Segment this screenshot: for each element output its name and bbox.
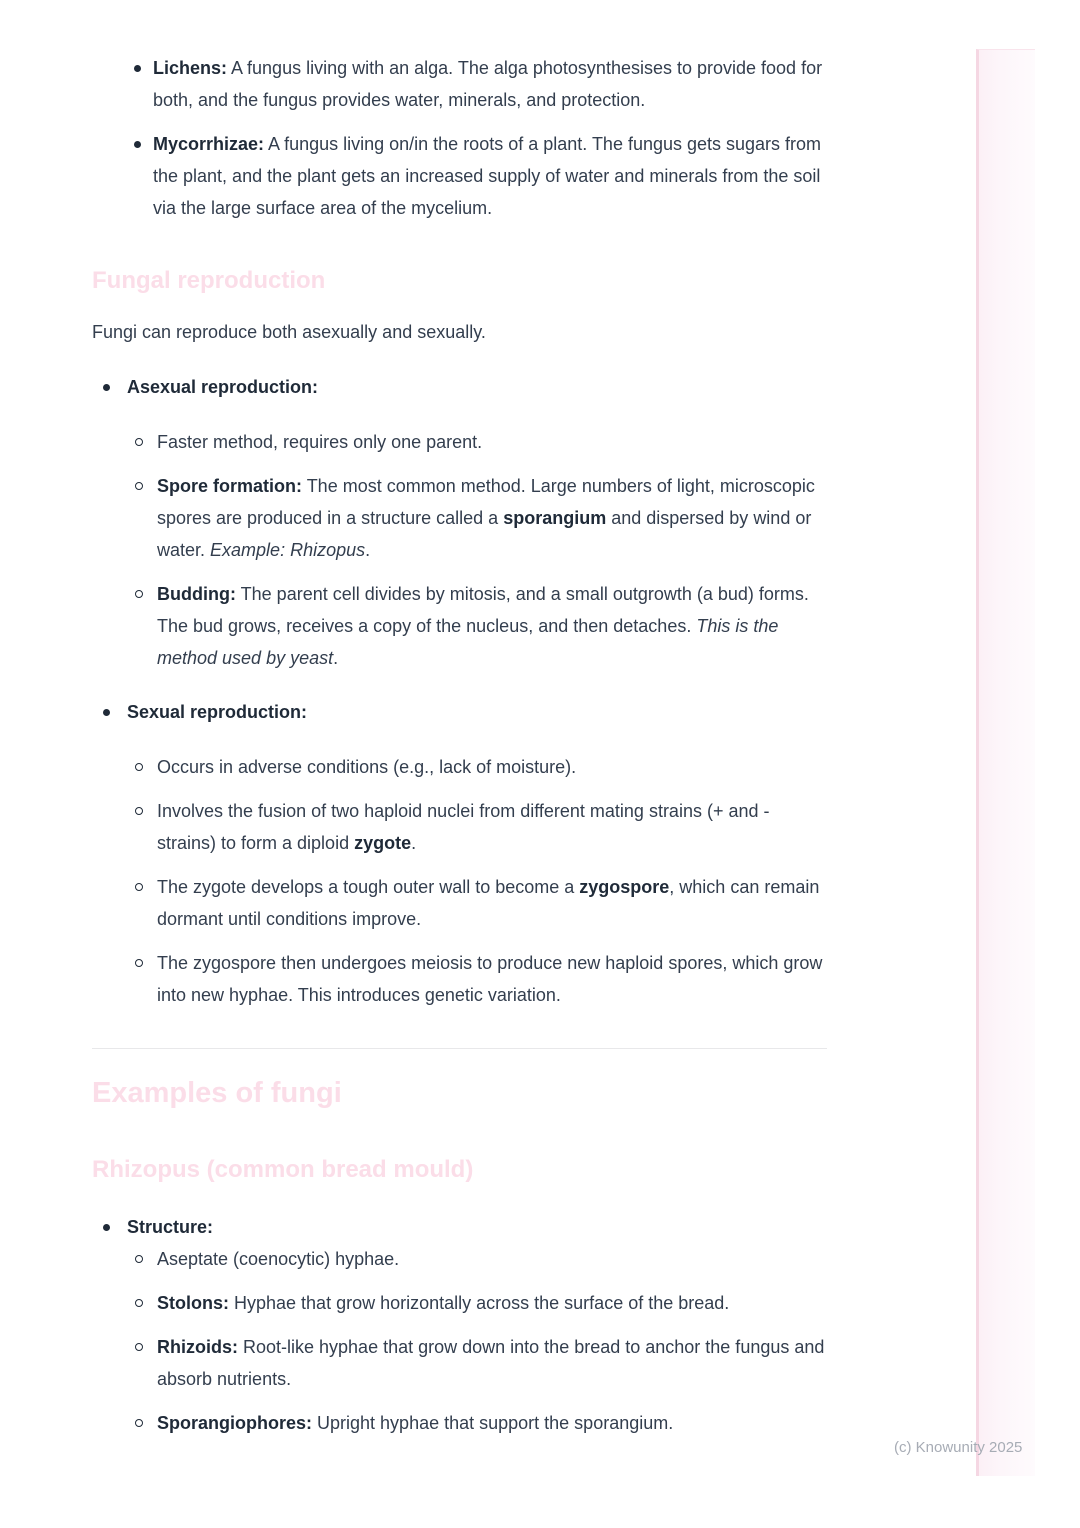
list-item-sporangiophores: Sporangiophores: Upright hyphae that support the sporangium. xyxy=(92,1407,828,1439)
intro-paragraph: Fungi can reproduce both asexually and sexually. xyxy=(92,322,486,342)
list-item-meiosis-variation: The zygospore then undergoes meiosis to produce new haploid spores, which grow into new hyphae. This introduces genetic variation. xyxy=(92,947,828,1011)
section-divider xyxy=(92,1048,827,1049)
list-item-aseptate-hyphae: Aseptate (coenocytic) hyphae. xyxy=(92,1243,828,1275)
list-item-budding: Budding: The parent cell divides by mitosis, and a small outgrowth (a bud) forms. The bud grows, receives a copy of the nucleus, and then detaches. This is the method used by yeast. xyxy=(92,578,828,674)
page-edge-highlight-strip xyxy=(976,49,1035,1476)
list-item-rhizoids: Rhizoids: Root-like hyphae that grow down into the bread to anchor the fungus and absorb nutrients. xyxy=(92,1331,828,1395)
page-heading-examples-of-fungi: Examples of fungi xyxy=(92,1077,342,1109)
content-column xyxy=(92,0,828,1439)
bullet-asexual-reproduction: Asexual reproduction: xyxy=(92,371,828,403)
subheading-rhizopus: Rhizopus (common bread mould) xyxy=(92,1156,474,1183)
section-heading-fungal-reproduction: Fungal reproduction xyxy=(92,267,326,294)
sexual-reproduction-list xyxy=(92,696,828,728)
list-item-adverse-conditions: Occurs in adverse conditions (e.g., lack of moisture). xyxy=(92,751,828,783)
structure-list xyxy=(92,1211,828,1243)
list-item-zygospore: The zygote develops a tough outer wall to become a zygospore, which can remain dormant until conditions improve. xyxy=(92,871,828,935)
symbiosis-list xyxy=(92,52,828,224)
bullet-structure: Structure: xyxy=(92,1211,828,1243)
list-item-stolons: Stolons: Hyphae that grow horizontally across the surface of the bread. xyxy=(92,1287,828,1319)
asexual-reproduction-subitems xyxy=(92,426,828,674)
list-item-faster-method: Faster method, requires only one parent. xyxy=(92,426,828,458)
list-item-spore-formation: Spore formation: The most common method. Large numbers of light, microscopic spores are produced in a structure called a sporangium and dispersed by wind or water. Example: Rhizopus. xyxy=(92,470,828,566)
asexual-reproduction-list xyxy=(92,371,828,403)
list-item-mycorrhizae: Mycorrhizae: A fungus living on/in the roots of a plant. The fungus gets sugars from the plant, and the plant gets an increased supply of water and minerals from the soil via the large surface area of the mycelium. xyxy=(92,128,828,224)
sexual-reproduction-subitems xyxy=(92,751,828,1011)
bullet-sexual-reproduction: Sexual reproduction: xyxy=(92,696,828,728)
structure-subitems xyxy=(92,1243,828,1439)
list-item-lichens: Lichens: A fungus living with an alga. The alga photosynthesises to provide food for both, and the fungus provides water, minerals, and protection. xyxy=(92,52,828,116)
watermark: (c) Knowunity 2025 xyxy=(894,1439,1023,1456)
list-item-fusion-zygote: Involves the fusion of two haploid nuclei from different mating strains (+ and - strains) to form a diploid zygote. xyxy=(92,795,828,859)
